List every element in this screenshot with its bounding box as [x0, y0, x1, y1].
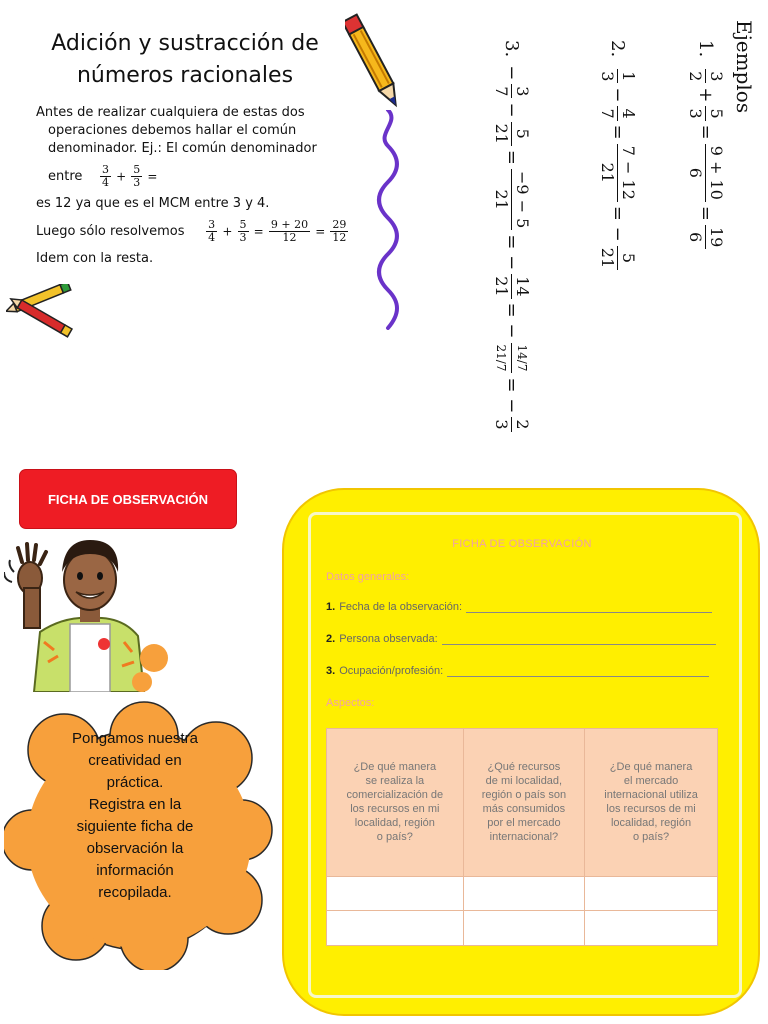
operator: + [222, 224, 233, 239]
cloud-line: información [96, 862, 174, 879]
numerator: 5 [617, 246, 638, 270]
intro-line-2: operaciones debemos hallar el común [48, 123, 297, 138]
pencils-icon [6, 284, 86, 344]
numerator: 14 [513, 276, 532, 297]
cloud-line: Pongamos nuestra [72, 730, 198, 747]
intro-line-3: denominador. Ej.: El común denominador [48, 141, 317, 156]
intro-line-4 [36, 164, 356, 189]
field-number: 3. [326, 665, 336, 677]
numerator: 3 [513, 86, 532, 97]
numerator: 19 [707, 226, 726, 248]
field-label: Persona observada: [339, 633, 438, 645]
denominator: 12 [332, 231, 347, 244]
fraction [491, 84, 532, 98]
header-line: región o país son [481, 789, 567, 802]
numerator: 3 [101, 163, 109, 176]
intro-line-1: Antes de realizar cualquiera de estas dos [36, 105, 305, 120]
fraction [685, 69, 726, 83]
field-label: Ocupación/profesión: [339, 665, 444, 677]
example-1 [685, 40, 726, 253]
numerator: 1 [619, 71, 638, 82]
denominator: 21 [598, 162, 617, 183]
persona-field[interactable] [326, 633, 716, 645]
table-header-row [327, 729, 718, 877]
header-line: más consumidos [482, 803, 566, 816]
header-line: de mi localidad, [485, 775, 563, 788]
example-number: 1. [695, 40, 716, 58]
header-line: ¿De qué manera [353, 761, 437, 774]
operator: = − [501, 302, 522, 339]
operator: − [501, 65, 522, 81]
table-header-cell [463, 729, 584, 877]
ejemplos-title: Ejemplos [732, 20, 756, 114]
denominator: 21 [598, 247, 617, 269]
fraction [491, 122, 532, 146]
denominator: 3 [686, 108, 705, 119]
field-line[interactable] [466, 602, 712, 613]
numerator: 5 [707, 108, 726, 119]
table-row [327, 911, 718, 946]
fraction [206, 219, 217, 244]
operator: + [116, 169, 127, 184]
cloud-line: observación la [86, 840, 184, 857]
intro-line-5: es 12 ya que es el MCM entre 3 y 4. [36, 196, 270, 211]
header-line: internacional? [489, 831, 559, 844]
fraction [491, 169, 532, 230]
numerator: 5 [511, 122, 532, 146]
header-line: o país? [633, 831, 670, 844]
field-label: Fecha de la observación: [339, 601, 463, 613]
example-number: 3. [501, 40, 522, 58]
cloud-line: recopilada. [98, 884, 172, 901]
operator: − [607, 87, 628, 103]
cloud-text [60, 728, 210, 904]
denominator: 3 [492, 419, 511, 430]
numerator: 4 [619, 108, 638, 119]
field-line[interactable] [447, 666, 709, 677]
numerator: −9 − 5 [513, 171, 532, 229]
numerator: 9 + 20 [270, 218, 309, 231]
denominator: 6 [686, 167, 705, 178]
numerator: 29 [332, 218, 347, 231]
table-row [327, 876, 718, 911]
header-line: comercialización de [346, 789, 444, 802]
fraction [597, 106, 638, 120]
header-line: localidad, región [610, 817, 692, 830]
fraction [597, 246, 638, 270]
pencil-icon [345, 6, 405, 126]
denominator: 21/7 [494, 344, 508, 372]
header-line: los recursos de mi [606, 803, 696, 816]
operator: = [147, 169, 158, 184]
table-cell[interactable] [585, 876, 718, 911]
fraction [597, 69, 638, 83]
operator: = [695, 124, 716, 140]
cloud-line: Registra en la [88, 796, 182, 813]
squiggle-line [370, 110, 410, 330]
numerator: 7 − 12 [619, 145, 638, 200]
intro-line-6 [36, 219, 356, 244]
cloud-line: siguiente ficha de [76, 818, 194, 835]
header-line: los recursos en mi [350, 803, 440, 816]
table-header-cell [585, 729, 718, 877]
aspectos-label: Aspectos: [326, 697, 375, 709]
title-line-2: números racionales [76, 63, 294, 88]
fraction [491, 417, 532, 431]
fraction [597, 144, 638, 202]
aspects-table [326, 728, 718, 946]
fraction [269, 219, 310, 244]
numerator: 14/7 [511, 343, 532, 374]
fraction [330, 219, 348, 244]
operator: − [501, 102, 522, 118]
numerator: 3 [208, 218, 216, 231]
table-cell[interactable] [463, 876, 584, 911]
fraction [491, 274, 532, 298]
ejemplos-section [420, 8, 760, 430]
denominator: 21 [492, 276, 511, 297]
student-illustration [4, 532, 174, 692]
cloud-line: creatividad en [88, 752, 182, 769]
operator: = [253, 224, 264, 239]
denominator: 3 [133, 176, 141, 189]
cloud-line: práctica. [106, 774, 164, 791]
form-title: FICHA DE OBSERVACIÓN [452, 538, 592, 550]
field-number: 2. [326, 633, 336, 645]
table-header-cell [327, 729, 464, 877]
denominator: 3 [239, 231, 247, 244]
header-line: internacional utiliza [604, 789, 698, 802]
numerator: 3 [707, 71, 726, 82]
header-line: se realiza la [365, 775, 425, 788]
intro-resolvemos: Luego sólo resolvemos [36, 224, 185, 239]
table-cell[interactable] [585, 911, 718, 946]
operator: + [695, 87, 716, 103]
field-line[interactable] [442, 634, 716, 645]
header-line: ¿Qué recursos [487, 761, 561, 774]
numerator: 2 [513, 419, 532, 430]
header-line: o país? [376, 831, 413, 844]
operator: = [607, 124, 628, 140]
intro-text [36, 104, 356, 268]
table-cell[interactable] [463, 911, 584, 946]
denominator: 21 [492, 189, 511, 210]
header-line: por el mercado [487, 817, 561, 830]
fraction [238, 219, 249, 244]
fraction [685, 225, 726, 249]
field-number: 1. [326, 601, 336, 613]
operator: = [501, 149, 522, 166]
denominator: 21 [492, 123, 511, 144]
numerator: 9 + 10 [707, 145, 726, 200]
denominator: 4 [208, 231, 216, 244]
denominator: 3 [598, 71, 617, 82]
fraction [685, 106, 726, 120]
intro-line-7: Idem con la resta. [36, 251, 154, 266]
header-line: el mercado [623, 775, 679, 788]
table-cell[interactable] [327, 911, 464, 946]
denominator: 7 [598, 108, 617, 119]
datos-generales-label: Datos generales: [326, 571, 410, 583]
ficha-banner [20, 470, 236, 528]
numerator: 5 [133, 163, 141, 176]
header-line: localidad, región [354, 817, 435, 830]
numerator: 5 [239, 218, 247, 231]
operator: = [695, 205, 716, 221]
denominator: 2 [686, 71, 705, 82]
header-line: ¿De qué manera [609, 761, 693, 774]
denominator: 7 [492, 86, 511, 97]
example-3 [491, 40, 532, 436]
operator: = [315, 224, 326, 239]
fecha-field[interactable] [326, 601, 712, 613]
title-line-1: Adición y sustracción de [51, 31, 319, 56]
intro-entre: entre [48, 169, 83, 184]
page-title [20, 28, 350, 92]
ocupacion-field[interactable] [326, 665, 709, 677]
operator: = − [607, 205, 628, 242]
denominator: 4 [101, 176, 109, 189]
table-cell[interactable] [327, 876, 464, 911]
fraction [685, 144, 726, 202]
ficha-banner-label: FICHA DE OBSERVACIÓN [47, 491, 209, 507]
operator: = − [501, 234, 522, 271]
denominator: 6 [686, 232, 705, 243]
denominator: 12 [282, 231, 297, 244]
fraction [131, 164, 142, 189]
example-2 [597, 40, 638, 274]
fraction [100, 164, 111, 189]
example-number: 2. [607, 40, 628, 58]
operator: = − [501, 377, 522, 414]
fraction [491, 343, 532, 374]
